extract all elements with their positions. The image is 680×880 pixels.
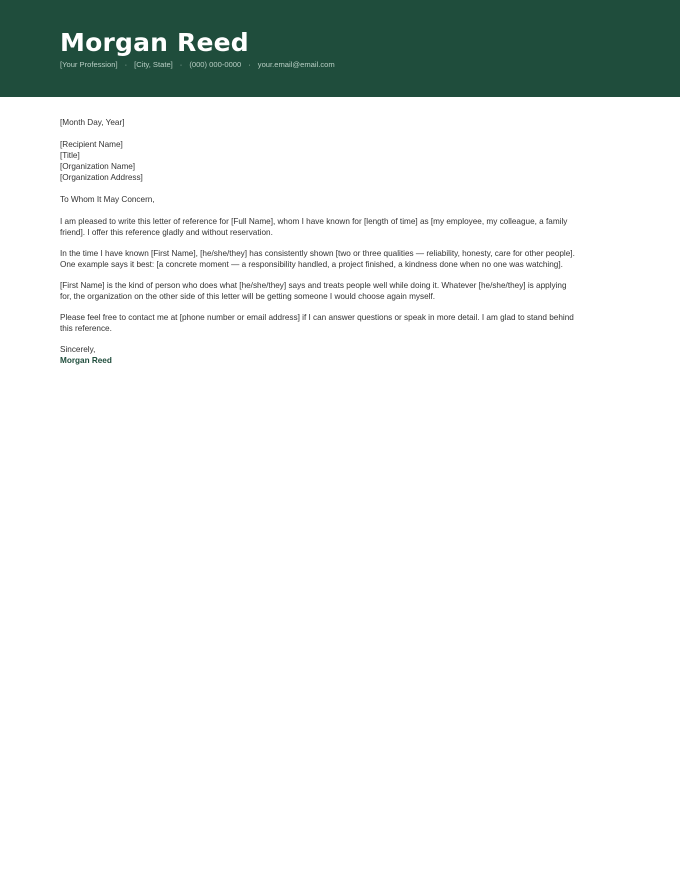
sender-name: Morgan Reed (60, 28, 249, 57)
letter-header (0, 0, 680, 97)
paragraph-line: One example says it best: [a concrete moment — a responsibility handled, a project finished, a kindness done when no one was watching]. (60, 260, 563, 269)
recipient-block (60, 139, 620, 183)
salutation-block (60, 194, 620, 205)
letter-body (60, 117, 620, 366)
paragraph-line: I am pleased to write this letter of reference for [Full Name], whom I have known for [length of time] as [my employee, my colleague, a family (60, 217, 568, 226)
recipient-name: [Recipient Name] (60, 140, 123, 149)
email-text: your.email@email.com (257, 60, 335, 69)
paragraph (60, 216, 620, 238)
paragraph-line: In the time I have known [First Name], [he/she/they] has consistently shown [two or three qualities — reliability, honesty, care for other people]. (60, 249, 575, 258)
paragraph (60, 312, 620, 334)
recipient-organization: [Organization Name] (60, 162, 136, 171)
paragraph-line: friend]. I offer this reference gladly and without reservation. (60, 228, 273, 237)
contact-separator: · (248, 60, 251, 69)
paragraph (60, 280, 620, 302)
closing: Sincerely, (60, 345, 96, 354)
salutation: To Whom It May Concern, (60, 195, 155, 204)
signature-name: Morgan Reed (60, 356, 112, 365)
contact-separator: · (124, 60, 128, 69)
contact-separator: · (179, 60, 183, 69)
paragraph-line: this reference. (60, 324, 112, 333)
paragraph (60, 248, 620, 270)
letter-date: [Month Day, Year] (60, 118, 125, 127)
profession-text: [Your Profession] (60, 60, 118, 69)
date-block (60, 117, 620, 128)
paragraph-line: [First Name] is the kind of person who does what [he/she/they] says and treats people well while doing it. Whatever [he/she/they] is applying (60, 281, 567, 290)
phone-text: (000) 000-0000 (189, 60, 242, 69)
recipient-address: [Organization Address] (60, 173, 143, 182)
contact-line (60, 60, 335, 70)
paragraph-line: for, the organization on the other side of this letter will be getting someone I would choose again myself. (60, 292, 436, 301)
recipient-title: [Title] (60, 151, 80, 160)
location-text: [City, State] (134, 60, 173, 69)
paragraph-line: Please feel free to contact me at [phone number or email address] if I can answer questions or speak in more detail. I am glad to stand behind (60, 313, 574, 322)
closing-block (60, 344, 620, 366)
